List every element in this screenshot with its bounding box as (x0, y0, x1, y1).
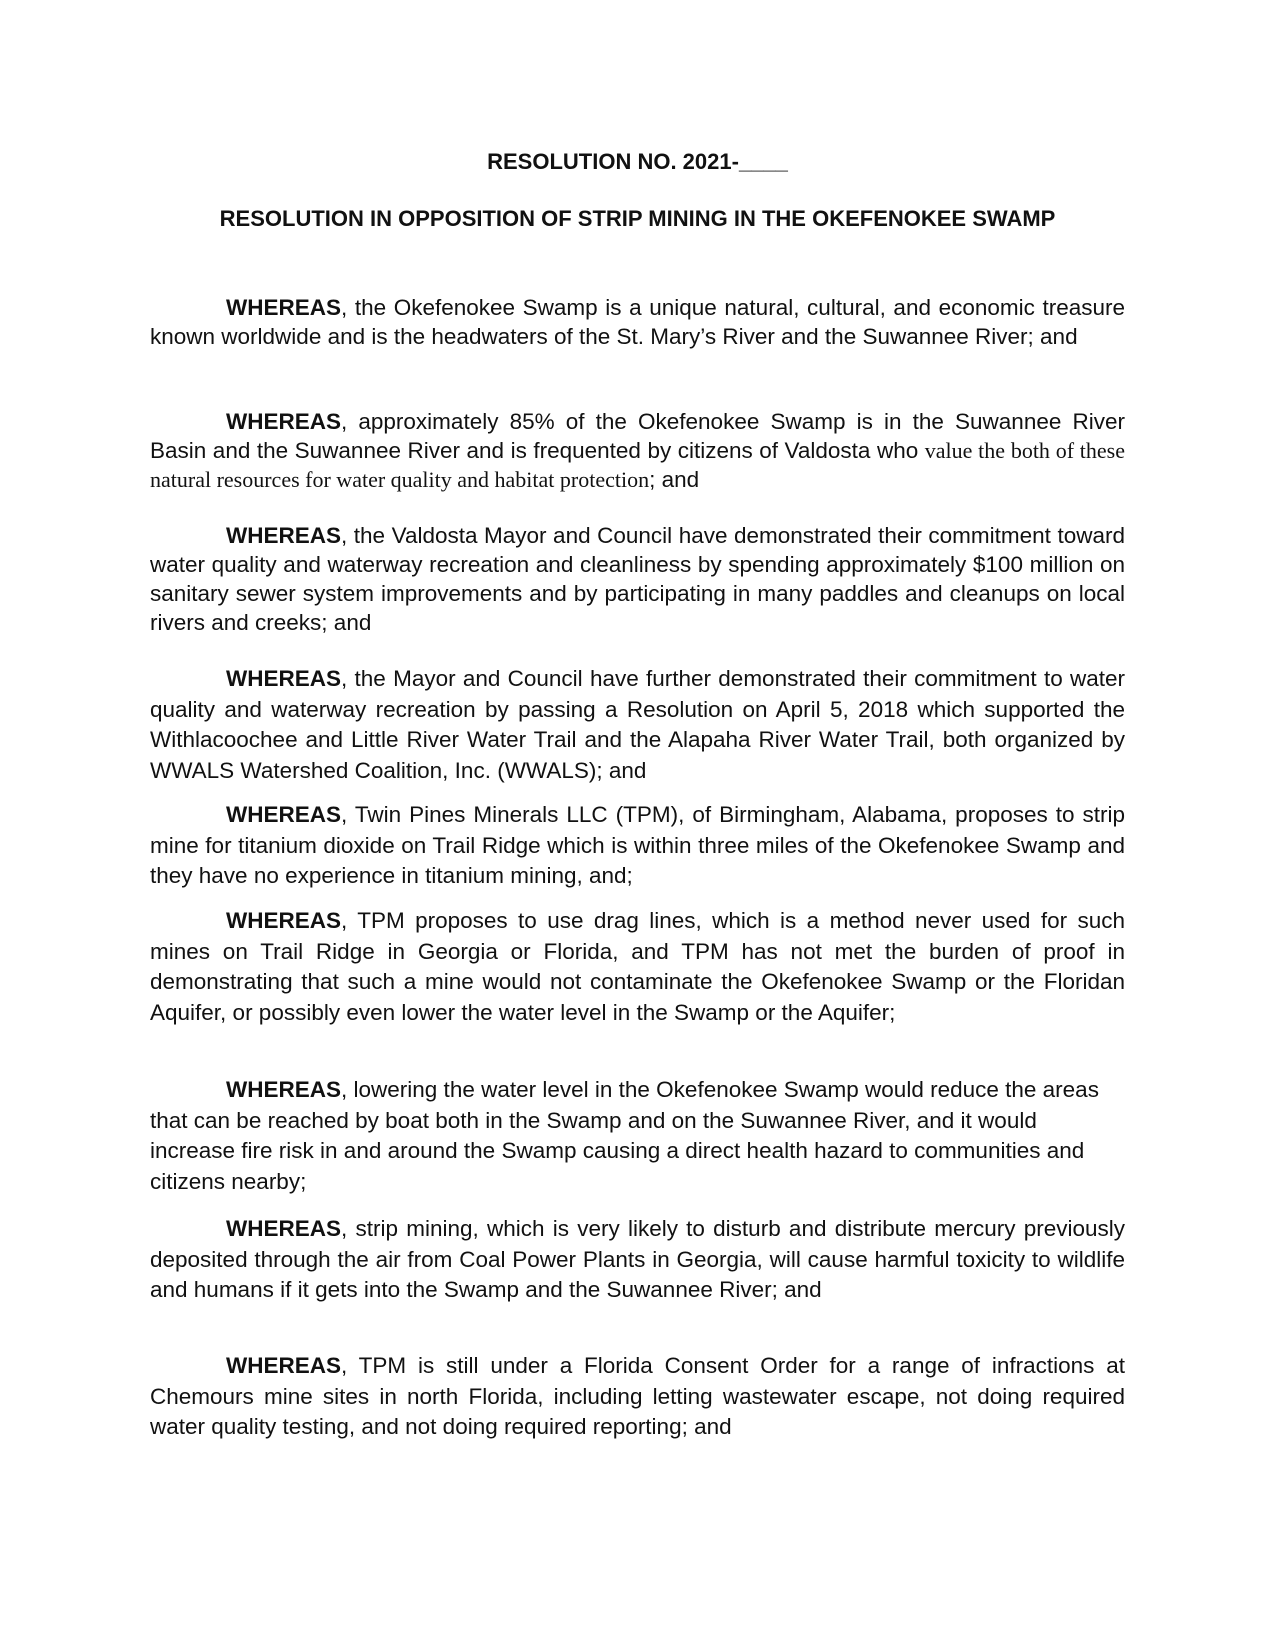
whereas-text: , Twin Pines Minerals LLC (TPM), of Birmingham, Alabama, proposes to strip mine for titanium dioxide on Trail Ridge which is within three miles of the Okefenokee Swamp and they have no experience in titanium mining, and; (150, 802, 1125, 888)
whereas-lead: WHEREAS (226, 1353, 342, 1378)
whereas-text: , strip mining, which is very likely to disturb and distribute mercury previously deposited through the air from Coal Power Plants in Georgia, will cause harmful toxicity to wildlife and humans if it gets into the Swamp and the Suwannee River; and (150, 1216, 1125, 1302)
whereas-text: , lowering the water level in the Okefenokee Swamp would reduce the areas that can be reached by boat both in the Swamp and on the Suwannee River, and it would increase fire risk in and around the Swamp causing a direct health hazard to communities and citizens nearby; (150, 1077, 1099, 1194)
whereas-text: , TPM is still under a Florida Consent Order for a range of infractions at Chemours mine sites in north Florida, including letting wastewater escape, not doing required water quality testing, and not doing required reporting; and (150, 1353, 1125, 1439)
whereas-lead: WHEREAS (226, 295, 342, 320)
whereas-text: , the Okefenokee Swamp is a unique natural, cultural, and economic treasure known worldwide and is the headwaters of the St. Mary’s River and the Suwannee River; and (150, 295, 1125, 349)
whereas-clause-8 (150, 1214, 1125, 1306)
resolution-title: RESOLUTION IN OPPOSITION OF STRIP MINING IN THE OKEFENOKEE SWAMP (219, 206, 1056, 231)
whereas-lead: WHEREAS (226, 409, 342, 434)
resolution-number: RESOLUTION NO. 2021-____ (487, 149, 788, 174)
whereas-text: , the Mayor and Council have further demonstrated their commitment to water quality and waterway recreation by passing a Resolution on April 5, 2018 which supported the Withlacoochee and Little River Water Trail and the Alapaha River Water Trail, both organized by WWALS Watershed Coalition, Inc. (WWALS); and (150, 666, 1125, 783)
whereas-text: , TPM proposes to use drag lines, which is a method never used for such mines on Trail Ridge in Georgia or Florida, and TPM has not met the burden of proof in demonstrating that such a mine would not contaminate the Okefenokee Swamp or the Floridan Aquifer, or possibly even lower the water level in the Swamp or the Aquifer; (150, 908, 1125, 1025)
whereas-clause-2 (150, 407, 1125, 494)
whereas-clause-3 (150, 521, 1125, 637)
whereas-lead: WHEREAS (226, 1077, 342, 1102)
whereas-text: , approximately 85% of the Okefenokee Swamp is in the Suwannee River Basin and the Suwannee River and is frequented by citizens of Valdosta who (150, 409, 1125, 463)
whereas-clause-1 (150, 293, 1125, 351)
whereas-clause-4 (150, 664, 1125, 786)
whereas-text-serif: value the both of these natural resources for water quality and habitat protection (150, 438, 1125, 492)
whereas-clause-9 (150, 1351, 1125, 1443)
whereas-lead: WHEREAS (226, 523, 342, 548)
whereas-clause-7 (150, 1075, 1105, 1197)
whereas-text-tail: ; and (649, 467, 700, 492)
whereas-clause-5 (150, 800, 1125, 892)
whereas-lead: WHEREAS (226, 1216, 342, 1241)
whereas-text: , the Valdosta Mayor and Council have demonstrated their commitment toward water quality and waterway recreation and cleanliness by spending approximately $100 million on sanitary sewer system improvements and by participating in many paddles and cleanups on local rivers and creeks; and (150, 523, 1125, 635)
whereas-clause-6 (150, 906, 1125, 1028)
whereas-lead: WHEREAS (226, 802, 342, 827)
whereas-lead: WHEREAS (226, 666, 342, 691)
whereas-lead: WHEREAS (226, 908, 342, 933)
